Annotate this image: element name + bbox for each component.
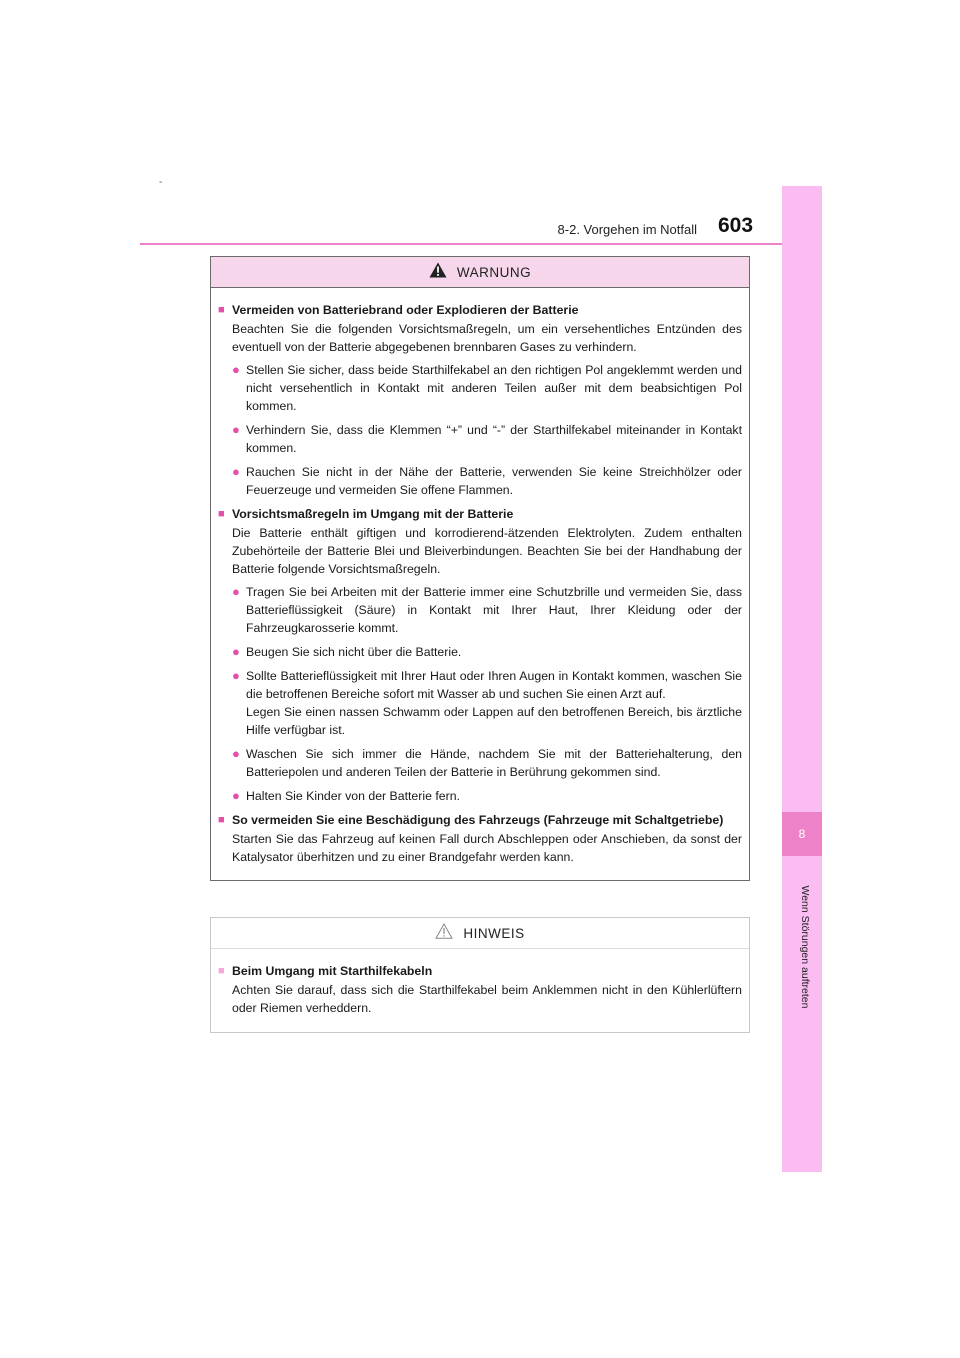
header-rule (140, 243, 822, 245)
list-item: ● Beugen Sie sich nicht über die Batterie. (232, 644, 462, 659)
warning-title: WARNUNG (456, 264, 532, 280)
circle-bullet-icon: ● (232, 464, 240, 479)
section-paragraph: Achten Sie darauf, dass sich die Starthilfekabel beim Anklemmen nicht in den Kühlerlüftern oder Riemen verheddern. (232, 983, 742, 1015)
warning-box (210, 256, 750, 881)
circle-bullet-icon: ● (232, 668, 240, 683)
circle-bullet-icon: ● (232, 644, 240, 659)
page-number: 603 (718, 214, 754, 237)
section-heading: ■ Vorsichtsmaßregeln im Umgang mit der Batterie (218, 505, 742, 524)
circle-bullet-icon: ● (232, 746, 240, 761)
circle-bullet-icon: ● (232, 362, 240, 377)
circle-bullet-icon: ● (232, 788, 240, 803)
section-label: 8-2. Vorgehen im Notfall (557, 222, 697, 237)
warning-triangle-filled-icon (429, 262, 447, 283)
chapter-number: 8 (782, 812, 822, 856)
warning-header (211, 257, 749, 288)
square-bullet-icon: ■ (218, 965, 225, 977)
section-paragraph: Die Batterie enthält giftigen und korrodierend-ätzenden Elektrolyten. Zudem enthalten Zubehörteile der Batterie Blei und Bleiverbindungen. Beachten Sie bei der Handhabung der Batterie folgende Vorsichtsmaßregeln. (232, 526, 742, 576)
list-item: ● Sollte Batterieflüssigkeit mit Ihrer Haut oder Ihren Augen in Kontakt kommen, waschen Sie die betroffenen Bereiche sofort mit Wasser ab und suchen Sie einen Arzt auf. Legen Sie einen nassen Schwamm oder Lappen auf den betroffenen Bereich, bis ärztliche Hilfe verfügbar ist. (232, 668, 742, 737)
square-bullet-icon: ■ (218, 814, 225, 826)
list-item: ● Verhindern Sie, dass die Klemmen “+” und “-” der Starthilfekabel miteinander in Kontakt kommen. (232, 422, 742, 455)
warning-body (211, 288, 749, 880)
notice-body (211, 949, 749, 1032)
warning-triangle-outline-icon (435, 923, 453, 944)
section-heading: ■ Beim Umgang mit Starthilfekabeln (218, 962, 742, 981)
list-item: ● Stellen Sie sicher, dass beide Starthilfekabel an den richtigen Pol angeklemmt werden und nicht versehentlich in Kontakt mit anderen Teilen außer mit dem beabsichtigen Pol kommen. (232, 362, 742, 413)
section-heading: ■ Vermeiden von Batteriebrand oder Explodieren der Batterie (218, 301, 742, 320)
list-item: ● Waschen Sie sich immer die Hände, nachdem Sie mit der Batteriehalterung, den Batteriepolen und anderen Teilen der Batterie in Berührung gekommen sind. (232, 746, 742, 779)
section-heading: ■ So vermeiden Sie eine Beschädigung des Fahrzeugs (Fahrzeuge mit Schaltgetriebe) (218, 811, 742, 830)
notice-box (210, 917, 750, 1033)
chapter-title: Wenn Störungen auftreten (799, 885, 811, 1009)
list-item: ● Halten Sie Kinder von der Batterie fern. (232, 788, 460, 803)
section-paragraph: Starten Sie das Fahrzeug auf keinen Fall durch Abschleppen oder Anschieben, da sonst der Katalysator überhitzen und zu einer Brandgefahr werden kann. (232, 832, 742, 864)
notice-header (211, 918, 749, 949)
corner-mark: - (159, 177, 163, 188)
square-bullet-icon: ■ (218, 508, 225, 520)
section-paragraph: Beachten Sie die folgenden Vorsichtsmaßregeln, um ein versehentliches Entzünden des eventuell von der Batterie abgegebenen brennbaren Gases zu verhindern. (232, 322, 742, 354)
notice-title: HINWEIS (463, 925, 525, 941)
circle-bullet-icon: ● (232, 422, 240, 437)
square-bullet-icon: ■ (218, 304, 225, 316)
list-item: ● Tragen Sie bei Arbeiten mit der Batterie immer eine Schutzbrille und vermeiden Sie, dass Batterieflüssigkeit (Säure) in Kontakt mit Ihrer Haut, Ihrer Kleidung oder der Fahrzeugkarosserie kommt. (232, 584, 742, 635)
circle-bullet-icon: ● (232, 584, 240, 599)
list-item: ● Rauchen Sie nicht in der Nähe der Batterie, verwenden Sie keine Streichhölzer oder Feuerzeuge und vermeiden Sie offene Flammen. (232, 464, 742, 497)
